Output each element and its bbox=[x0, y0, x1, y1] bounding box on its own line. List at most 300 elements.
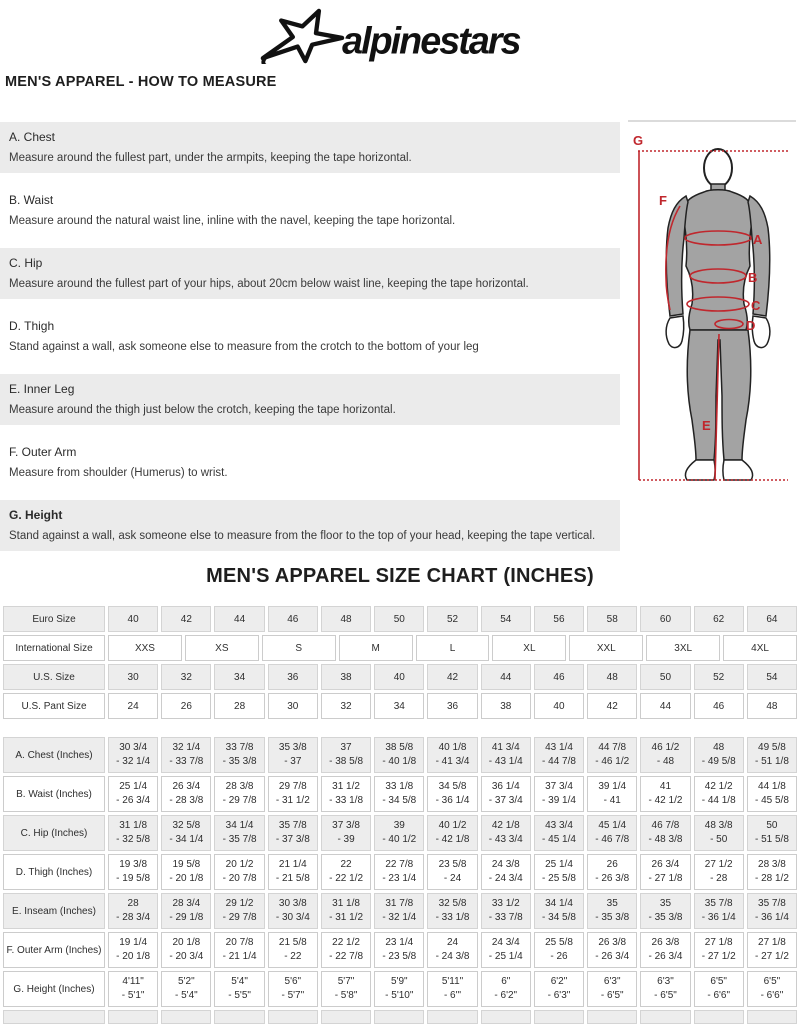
height-range-cell bbox=[427, 971, 477, 1007]
range-min: 32 1/4 bbox=[172, 742, 201, 753]
height-range-cell bbox=[374, 971, 424, 1007]
measure-section-description: Measure around the fullest part of your hips, about 20cm below waist line, keeping the tape horizontal. bbox=[9, 278, 529, 290]
range-min: 6'5" bbox=[763, 976, 781, 987]
range-min: 27 1/8 bbox=[704, 937, 733, 948]
waist-range-cell bbox=[694, 776, 744, 812]
row-label-cell: E. Inseam (Inches) bbox=[3, 893, 105, 929]
hip-range-cell bbox=[534, 815, 584, 851]
us-size-cell: 30 bbox=[108, 664, 158, 690]
size-row-us-pant-size bbox=[3, 693, 797, 719]
row-label-cell: G. Height (Inches) bbox=[3, 971, 105, 1007]
range-min: 44 7/8 bbox=[598, 742, 627, 753]
us-size-cell: 50 bbox=[640, 664, 690, 690]
measure-list bbox=[0, 122, 620, 551]
range-min: 44 1/8 bbox=[758, 781, 786, 792]
waist-range-cell bbox=[374, 776, 424, 812]
range-max: - 20 1/8 bbox=[169, 873, 204, 884]
range-min: 26 3/4 bbox=[651, 859, 680, 870]
thigh-range-cell bbox=[587, 854, 637, 890]
range-max: - 34 5/8 bbox=[382, 795, 417, 806]
measure-section-b bbox=[0, 185, 620, 236]
range-max: - 31 1/2 bbox=[329, 912, 364, 923]
international-size-cell: S bbox=[262, 635, 336, 661]
hip-range-cell bbox=[694, 815, 744, 851]
measure-section-g bbox=[0, 500, 620, 551]
inseam-range-cell bbox=[108, 893, 158, 929]
chest-range-cell bbox=[640, 737, 690, 773]
measure-section-c bbox=[0, 248, 620, 299]
chest-range-cell bbox=[694, 737, 744, 773]
range-min: 25 1/4 bbox=[119, 781, 148, 792]
outer-arm-range-cell bbox=[747, 932, 797, 968]
euro-size-cell: 62 bbox=[694, 606, 744, 632]
inseam-range-cell bbox=[214, 893, 264, 929]
measure-section-description: Measure around the thigh just below the crotch, keeping the tape horizontal. bbox=[9, 404, 396, 416]
alpinestars-logo bbox=[250, 8, 550, 64]
size-row-outer-arm bbox=[3, 932, 797, 968]
range-max: - 29 7/8 bbox=[222, 912, 257, 923]
range-max: - 39 bbox=[337, 834, 355, 845]
range-min: 48 3/8 bbox=[704, 820, 733, 831]
chest-range-cell bbox=[481, 737, 531, 773]
range-min: 25 1/4 bbox=[545, 859, 573, 870]
us-size-cell: 40 bbox=[374, 664, 424, 690]
thigh-range-cell bbox=[374, 854, 424, 890]
range-min: 31 1/8 bbox=[119, 820, 148, 831]
row-label-cell: F. Outer Arm (Inches) bbox=[3, 932, 105, 968]
hip-range-cell bbox=[214, 815, 264, 851]
range-max: - 26 3/4 bbox=[595, 951, 630, 962]
range-max: - 37 3/4 bbox=[488, 795, 523, 806]
range-max: - 26 3/8 bbox=[595, 873, 630, 884]
euro-size-cell: 64 bbox=[747, 606, 797, 632]
range-min: 36 1/4 bbox=[491, 781, 520, 792]
range-min: 46 1/2 bbox=[651, 742, 680, 753]
thigh-range-cell bbox=[481, 854, 531, 890]
us-pant-size-cell: 32 bbox=[321, 693, 371, 719]
range-min: 40 1/8 bbox=[438, 742, 467, 753]
measure-section-d bbox=[0, 311, 620, 362]
height-range-cell bbox=[268, 971, 318, 1007]
inseam-range-cell bbox=[321, 893, 371, 929]
figure-label-d: D bbox=[746, 318, 756, 333]
clipped-cell bbox=[268, 1010, 318, 1024]
chest-range-cell bbox=[268, 737, 318, 773]
euro-size-cell: 46 bbox=[268, 606, 318, 632]
thigh-range-cell bbox=[427, 854, 477, 890]
figure-label-a: A bbox=[753, 232, 763, 247]
size-row-height bbox=[3, 971, 797, 1007]
measure-section-label: D. Thigh bbox=[9, 319, 55, 333]
range-min: 33 7/8 bbox=[225, 742, 254, 753]
outer-arm-range-cell bbox=[640, 932, 690, 968]
range-min: 49 5/8 bbox=[758, 742, 786, 753]
range-max: - 35 3/8 bbox=[648, 912, 683, 923]
logo-star-icon bbox=[263, 11, 342, 61]
range-min: 34 1/4 bbox=[225, 820, 254, 831]
range-max: - 26 3/4 bbox=[116, 795, 151, 806]
chest-range-cell bbox=[747, 737, 797, 773]
range-max: - 38 5/8 bbox=[329, 756, 364, 767]
range-min: 35 3/8 bbox=[278, 742, 307, 753]
chest-range-cell bbox=[427, 737, 477, 773]
header bbox=[0, 0, 800, 70]
size-row-international-size bbox=[3, 635, 797, 661]
row-label-cell: International Size bbox=[3, 635, 105, 661]
range-min: 20 1/2 bbox=[225, 859, 254, 870]
range-min: 35 7/8 bbox=[758, 898, 786, 909]
range-max: - 35 3/8 bbox=[222, 756, 257, 767]
range-min: 40 1/2 bbox=[438, 820, 467, 831]
clipped-cell bbox=[374, 1010, 424, 1024]
range-min: 5'4" bbox=[231, 976, 248, 987]
us-pant-size-cell: 26 bbox=[161, 693, 211, 719]
range-min: 23 5/8 bbox=[438, 859, 467, 870]
range-max: - 50 bbox=[710, 834, 728, 845]
clipped-cell bbox=[427, 1010, 477, 1024]
outer-arm-range-cell bbox=[587, 932, 637, 968]
range-max: - 49 5/8 bbox=[701, 756, 736, 767]
range-min: 26 3/4 bbox=[172, 781, 201, 792]
figure-label-b: B bbox=[748, 270, 758, 285]
international-size-cell: XL bbox=[492, 635, 566, 661]
outer-arm-range-cell bbox=[694, 932, 744, 968]
us-size-cell: 44 bbox=[481, 664, 531, 690]
range-max: - 6'6" bbox=[760, 990, 784, 1001]
us-size-cell: 46 bbox=[534, 664, 584, 690]
range-min: 30 3/4 bbox=[119, 742, 148, 753]
range-min: 31 1/8 bbox=[332, 898, 360, 909]
range-max: - 20 7/8 bbox=[222, 873, 257, 884]
inseam-range-cell bbox=[587, 893, 637, 929]
range-min: 21 5/8 bbox=[278, 937, 307, 948]
thigh-range-cell bbox=[640, 854, 690, 890]
range-max: - 40 1/8 bbox=[382, 756, 417, 767]
waist-range-cell bbox=[161, 776, 211, 812]
clipped-cell bbox=[640, 1010, 690, 1024]
range-max: - 23 5/8 bbox=[382, 951, 417, 962]
range-max: - 5'10" bbox=[385, 990, 414, 1001]
outer-arm-range-cell bbox=[534, 932, 584, 968]
chest-range-cell bbox=[214, 737, 264, 773]
inseam-range-cell bbox=[534, 893, 584, 929]
range-max: - 5'8" bbox=[334, 990, 358, 1001]
range-max: - 26 bbox=[550, 951, 568, 962]
range-max: - 41 bbox=[603, 795, 621, 806]
male-body-figure bbox=[666, 149, 770, 480]
range-max: - 33 7/8 bbox=[169, 756, 204, 767]
hip-range-cell bbox=[268, 815, 318, 851]
inseam-range-cell bbox=[427, 893, 477, 929]
us-pant-size-cell: 38 bbox=[481, 693, 531, 719]
range-max: - 33 1/8 bbox=[435, 912, 470, 923]
chest-range-cell bbox=[534, 737, 584, 773]
waist-range-cell bbox=[587, 776, 637, 812]
range-min: 5'2" bbox=[178, 976, 195, 987]
range-max: - 22 7/8 bbox=[329, 951, 364, 962]
range-max: - 44 1/8 bbox=[701, 795, 736, 806]
range-min: 6'3" bbox=[657, 976, 674, 987]
range-min: 22 1/2 bbox=[332, 937, 360, 948]
range-min: 20 7/8 bbox=[225, 937, 254, 948]
range-max: - 48 bbox=[656, 756, 675, 767]
us-size-cell: 36 bbox=[268, 664, 318, 690]
range-min: 6'5" bbox=[710, 976, 727, 987]
hip-range-cell bbox=[161, 815, 211, 851]
range-min: 39 bbox=[393, 820, 405, 831]
clipped-next-row bbox=[3, 1010, 797, 1024]
range-max: - 25 5/8 bbox=[542, 873, 576, 884]
figure-label-c: C bbox=[751, 298, 761, 313]
measure-section-label: F. Outer Arm bbox=[9, 445, 77, 459]
range-max: - 6'5" bbox=[654, 990, 677, 1001]
range-max: - 51 5/8 bbox=[754, 834, 789, 845]
range-max: - 51 1/8 bbox=[754, 756, 789, 767]
range-min: 24 bbox=[446, 937, 459, 948]
thigh-range-cell bbox=[534, 854, 584, 890]
thigh-range-cell bbox=[321, 854, 371, 890]
range-min: 19 1/4 bbox=[119, 937, 148, 948]
thigh-range-cell bbox=[161, 854, 211, 890]
range-max: - 45 1/4 bbox=[542, 834, 576, 845]
range-min: 25 5/8 bbox=[545, 937, 573, 948]
us-size-cell: 38 bbox=[321, 664, 371, 690]
size-row-us-size bbox=[3, 664, 797, 690]
range-min: 35 7/8 bbox=[278, 820, 307, 831]
us-pant-size-cell: 48 bbox=[747, 693, 797, 719]
range-min: 27 1/2 bbox=[704, 859, 733, 870]
range-max: - 5'7" bbox=[281, 990, 305, 1001]
range-min: 24 3/4 bbox=[491, 937, 520, 948]
range-max: - 5'4" bbox=[175, 990, 198, 1001]
row-label-cell: A. Chest (Inches) bbox=[3, 737, 105, 773]
range-min: 6'3" bbox=[603, 976, 621, 987]
waist-range-cell bbox=[534, 776, 584, 812]
measure-section-description: Stand against a wall, ask someone else to measure from the floor to the top of your head, keeping the tape vertical. bbox=[9, 530, 596, 542]
chest-range-cell bbox=[587, 737, 637, 773]
range-min: 31 1/2 bbox=[332, 781, 360, 792]
range-max: - 34 1/4 bbox=[169, 834, 204, 845]
range-min: 42 1/2 bbox=[704, 781, 733, 792]
range-max: - 44 7/8 bbox=[542, 756, 576, 767]
range-max: - 42 1/2 bbox=[648, 795, 683, 806]
measure-section-f bbox=[0, 437, 620, 488]
outer-arm-range-cell bbox=[268, 932, 318, 968]
range-max: - 24 3/8 bbox=[435, 951, 470, 962]
range-max: - 35 3/8 bbox=[595, 912, 630, 923]
range-min: 50 bbox=[766, 820, 778, 831]
range-max: - 24 3/4 bbox=[488, 873, 523, 884]
euro-size-cell: 60 bbox=[640, 606, 690, 632]
us-pant-size-cell: 46 bbox=[694, 693, 744, 719]
range-min: 23 1/4 bbox=[385, 937, 414, 948]
measure-section-description: Stand against a wall, ask someone else to measure from the crotch to the bottom of your leg bbox=[9, 341, 479, 353]
range-max: - 6'" bbox=[443, 990, 462, 1001]
range-min: 41 bbox=[659, 781, 672, 792]
range-min: 35 bbox=[659, 898, 672, 909]
range-min: 22 7/8 bbox=[385, 859, 414, 870]
range-min: 34 5/8 bbox=[438, 781, 467, 792]
row-label-cell: U.S. Pant Size bbox=[3, 693, 105, 719]
size-row-euro-size bbox=[3, 606, 797, 632]
logo-wordmark: alpinestars bbox=[342, 19, 520, 62]
range-max: - 30 3/4 bbox=[275, 912, 310, 923]
range-max: - 45 5/8 bbox=[754, 795, 789, 806]
us-size-cell: 54 bbox=[747, 664, 797, 690]
waist-range-cell bbox=[427, 776, 477, 812]
clipped-cell bbox=[747, 1010, 797, 1024]
range-max: - 41 3/4 bbox=[435, 756, 470, 767]
us-size-cell: 42 bbox=[427, 664, 477, 690]
range-min: 46 7/8 bbox=[651, 820, 680, 831]
range-max: - 36 1/4 bbox=[435, 795, 470, 806]
outer-arm-range-cell bbox=[427, 932, 477, 968]
range-min: 5'6" bbox=[284, 976, 302, 987]
range-min: 28 3/8 bbox=[225, 781, 254, 792]
row-label-cell bbox=[3, 1010, 105, 1024]
range-max: - 27 1/2 bbox=[701, 951, 736, 962]
range-max: - 28 3/4 bbox=[116, 912, 151, 923]
international-size-cell: 3XL bbox=[646, 635, 720, 661]
range-min: 29 1/2 bbox=[225, 898, 254, 909]
thigh-range-cell bbox=[214, 854, 264, 890]
euro-size-cell: 56 bbox=[534, 606, 584, 632]
height-range-cell bbox=[694, 971, 744, 1007]
range-max: - 27 1/2 bbox=[754, 951, 789, 962]
size-row-chest bbox=[3, 737, 797, 773]
range-min: 6'2" bbox=[550, 976, 568, 987]
clipped-cell bbox=[214, 1010, 264, 1024]
range-min: 43 1/4 bbox=[545, 742, 573, 753]
row-label-cell: B. Waist (Inches) bbox=[3, 776, 105, 812]
chart-group-spacer bbox=[3, 722, 797, 737]
range-min: 32 5/8 bbox=[438, 898, 467, 909]
range-min: 38 5/8 bbox=[385, 742, 414, 753]
measure-section-label: B. Waist bbox=[9, 193, 54, 207]
waist-range-cell bbox=[268, 776, 318, 812]
range-max: - 46 7/8 bbox=[595, 834, 630, 845]
how-to-measure-title: MEN'S APPAREL - HOW TO MEASURE bbox=[5, 74, 277, 90]
size-row-thigh bbox=[3, 854, 797, 890]
international-size-cell: XXL bbox=[569, 635, 643, 661]
inseam-range-cell bbox=[161, 893, 211, 929]
range-max: - 27 1/8 bbox=[648, 873, 683, 884]
range-max: - 37 3/8 bbox=[275, 834, 310, 845]
waist-range-cell bbox=[321, 776, 371, 812]
us-pant-size-cell: 30 bbox=[268, 693, 318, 719]
size-chart-title: MEN'S APPAREL SIZE CHART (INCHES) bbox=[206, 565, 594, 587]
us-pant-size-cell: 44 bbox=[640, 693, 690, 719]
waist-range-cell bbox=[747, 776, 797, 812]
figure-label-f: F bbox=[659, 193, 667, 208]
euro-size-cell: 58 bbox=[587, 606, 637, 632]
euro-size-cell: 42 bbox=[161, 606, 211, 632]
measure-section-label: E. Inner Leg bbox=[9, 382, 75, 396]
row-label-cell: C. Hip (Inches) bbox=[3, 815, 105, 851]
range-max: - 22 bbox=[284, 951, 302, 962]
international-size-cell: M bbox=[339, 635, 413, 661]
range-min: 37 bbox=[340, 742, 352, 753]
range-min: 43 3/4 bbox=[545, 820, 573, 831]
international-size-cell: XS bbox=[185, 635, 259, 661]
range-min: 26 3/8 bbox=[598, 937, 627, 948]
range-min: 26 3/8 bbox=[651, 937, 680, 948]
waist-range-cell bbox=[108, 776, 158, 812]
range-max: - 21 5/8 bbox=[275, 873, 310, 884]
range-min: 37 3/4 bbox=[545, 781, 573, 792]
range-min: 33 1/8 bbox=[385, 781, 414, 792]
euro-size-cell: 48 bbox=[321, 606, 371, 632]
us-size-cell: 48 bbox=[587, 664, 637, 690]
range-max: - 33 7/8 bbox=[488, 912, 523, 923]
range-max: - 24 bbox=[443, 873, 462, 884]
chest-range-cell bbox=[161, 737, 211, 773]
hip-range-cell bbox=[321, 815, 371, 851]
us-size-cell: 32 bbox=[161, 664, 211, 690]
range-min: 42 1/8 bbox=[491, 820, 520, 831]
range-min: 5'9" bbox=[390, 976, 408, 987]
figure-label-e: E bbox=[702, 418, 711, 433]
clipped-cell bbox=[108, 1010, 158, 1024]
range-min: 5'11" bbox=[441, 976, 464, 987]
range-min: 28 3/8 bbox=[758, 859, 786, 870]
figure-label-g: G bbox=[633, 133, 644, 148]
range-min: 24 3/8 bbox=[491, 859, 520, 870]
range-min: 19 3/8 bbox=[119, 859, 148, 870]
height-range-cell bbox=[321, 971, 371, 1007]
size-chart bbox=[0, 606, 800, 1024]
range-min: 31 7/8 bbox=[385, 898, 414, 909]
chest-range-cell bbox=[321, 737, 371, 773]
measure-section-label: G. Height bbox=[9, 508, 63, 522]
row-label-cell: U.S. Size bbox=[3, 664, 105, 690]
inseam-range-cell bbox=[694, 893, 744, 929]
range-max: - 29 7/8 bbox=[222, 795, 257, 806]
height-range-cell bbox=[747, 971, 797, 1007]
measure-section-description: Measure around the fullest part, under the armpits, keeping the tape horizontal. bbox=[9, 152, 412, 164]
chest-range-cell bbox=[108, 737, 158, 773]
range-min: 28 bbox=[127, 898, 139, 909]
range-max: - 6'6" bbox=[707, 990, 731, 1001]
international-size-cell: XXS bbox=[108, 635, 182, 661]
range-max: - 23 1/4 bbox=[382, 873, 417, 884]
waist-range-cell bbox=[640, 776, 690, 812]
row-label-cell: Euro Size bbox=[3, 606, 105, 632]
range-min: 5'7" bbox=[337, 976, 355, 987]
us-pant-size-cell: 42 bbox=[587, 693, 637, 719]
range-max: - 40 1/2 bbox=[382, 834, 417, 845]
thigh-range-cell bbox=[268, 854, 318, 890]
us-pant-size-cell: 24 bbox=[108, 693, 158, 719]
height-range-cell bbox=[214, 971, 264, 1007]
euro-size-cell: 40 bbox=[108, 606, 158, 632]
range-max: - 28 3/8 bbox=[169, 795, 204, 806]
range-min: 27 1/8 bbox=[758, 937, 786, 948]
euro-size-cell: 44 bbox=[214, 606, 264, 632]
range-min: 35 bbox=[606, 898, 618, 909]
international-size-cell: 4XL bbox=[723, 635, 797, 661]
thigh-range-cell bbox=[747, 854, 797, 890]
hip-range-cell bbox=[747, 815, 797, 851]
range-max: - 34 5/8 bbox=[542, 912, 576, 923]
measure-section-e bbox=[0, 374, 620, 425]
outer-arm-range-cell bbox=[321, 932, 371, 968]
measure-section-label: A. Chest bbox=[9, 130, 56, 144]
range-max: - 20 3/4 bbox=[169, 951, 204, 962]
inseam-range-cell bbox=[640, 893, 690, 929]
height-range-cell bbox=[587, 971, 637, 1007]
range-min: 20 1/8 bbox=[172, 937, 201, 948]
